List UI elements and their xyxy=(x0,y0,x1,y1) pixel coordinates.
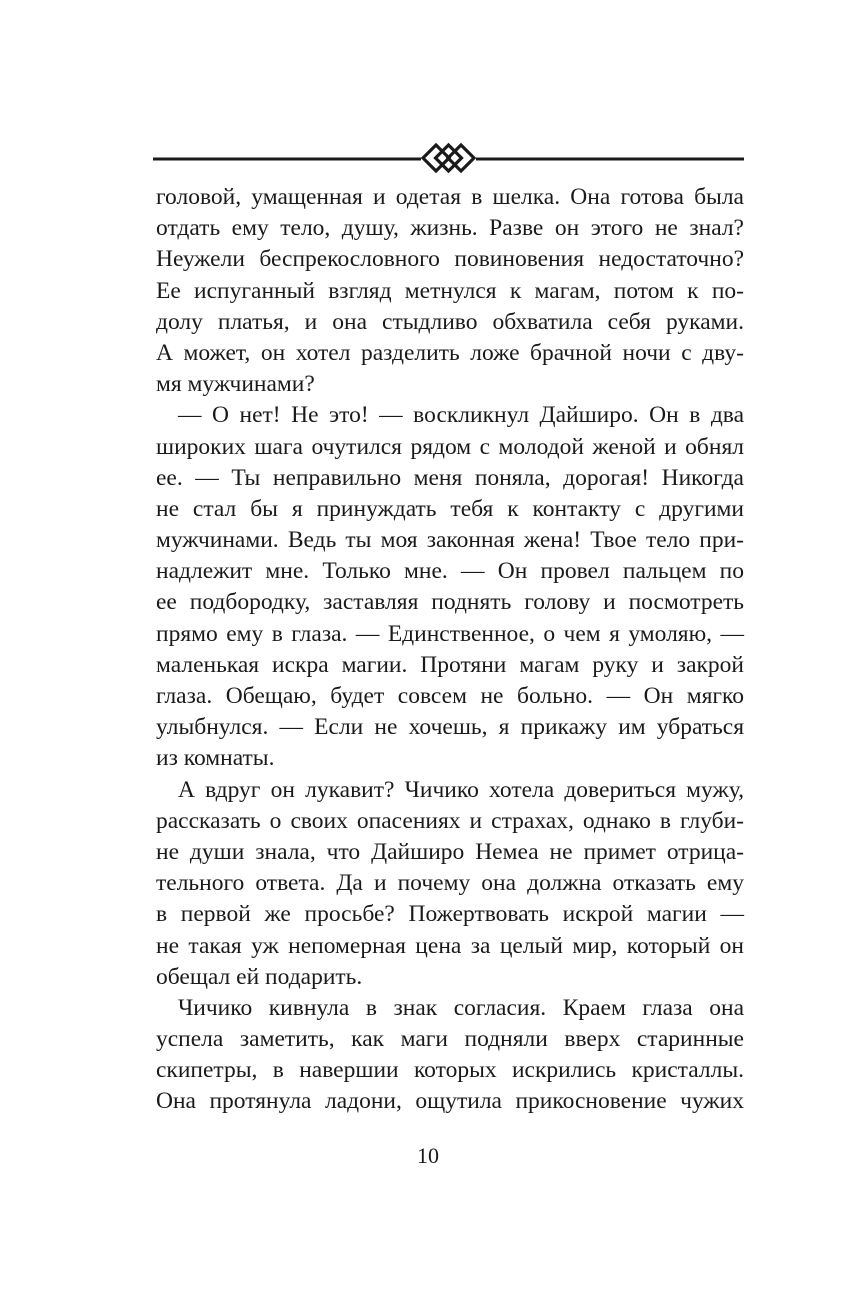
text-line: обещал ей подарить. xyxy=(156,963,363,990)
text-line: мужчинами. Ведь ты моя законная жена! Твое тело при- xyxy=(156,527,744,554)
text-line: глаза. Обещаю, будет совсем не больно. — Он мягко xyxy=(156,683,744,709)
text-line: тельного ответа. Да и почему она должна отказать ему xyxy=(156,870,744,897)
text-line: широких шага очутился рядом с молодой женой и обнял xyxy=(156,433,744,460)
text-line: улыбнулся. — Если не хочешь, я прикажу им убраться xyxy=(156,714,744,741)
text-line: не стал бы я принуждать тебя к контакту с другими xyxy=(156,495,744,522)
text-line: прямо ему в глаза. — Единственное, о чем я умоляю, — xyxy=(156,620,744,647)
header-ornament xyxy=(153,142,744,176)
text-line: не такая уж непомерная цена за целый мир, который он xyxy=(156,932,744,959)
text-line: скипетры, в навершии которых искрились кристаллы. xyxy=(156,1057,744,1084)
text-line: отдать ему тело, душу, жизнь. Разве он этого не знал? xyxy=(156,215,744,242)
text-line: Чичико кивнула в знак согласия. Краем глаза она xyxy=(178,994,744,1021)
text-line: Неужели беспрекословного повиновения недостаточно? xyxy=(156,246,744,273)
diamond-ornament-icon xyxy=(153,142,744,176)
text-line: головой, умащенная и одетая в шелка. Она готова была xyxy=(156,184,744,210)
text-line: маленькая искра магии. Протяни магам руку и закрой xyxy=(156,651,744,678)
text-line: Она протянула ладони, ощутила прикосновение чужих xyxy=(156,1088,744,1115)
text-line: успела заметить, как маги подняли вверх старинные xyxy=(156,1026,744,1053)
text-line: — О нет! Не это! — воскликнул Дайширо. Он в два xyxy=(178,402,744,429)
page-number: 10 xyxy=(417,1143,439,1168)
text-line: долу платья, и она стыдливо обхватила себя руками. xyxy=(156,308,744,335)
text-line: не души знала, что Дайширо Немеа не примет отрица- xyxy=(156,838,744,865)
body-text xyxy=(156,182,744,1118)
text-line: Ее испуганный взгляд метнулся к магам, потом к по- xyxy=(156,277,744,304)
text-line: мя мужчинами? xyxy=(156,371,315,398)
text-line: ее. — Ты неправильно меня поняла, дорогая! Никогда xyxy=(156,464,744,491)
text-line: А может, он хотел разделить ложе брачной ночи с дву- xyxy=(156,339,744,366)
text-line: А вдруг он лукавит? Чичико хотела довериться мужу, xyxy=(178,776,744,803)
text-line: в первой же просьбе? Пожертвовать искрой магии — xyxy=(156,901,744,928)
text-line: рассказать о своих опасениях и страхах, однако в глуби- xyxy=(156,807,744,834)
text-line: ее подбородку, заставляя поднять голову и посмотреть xyxy=(156,589,744,616)
text-line: из комнаты. xyxy=(156,745,275,772)
text-line: надлежит мне. Только мне. — Он провел пальцем по xyxy=(156,558,744,585)
